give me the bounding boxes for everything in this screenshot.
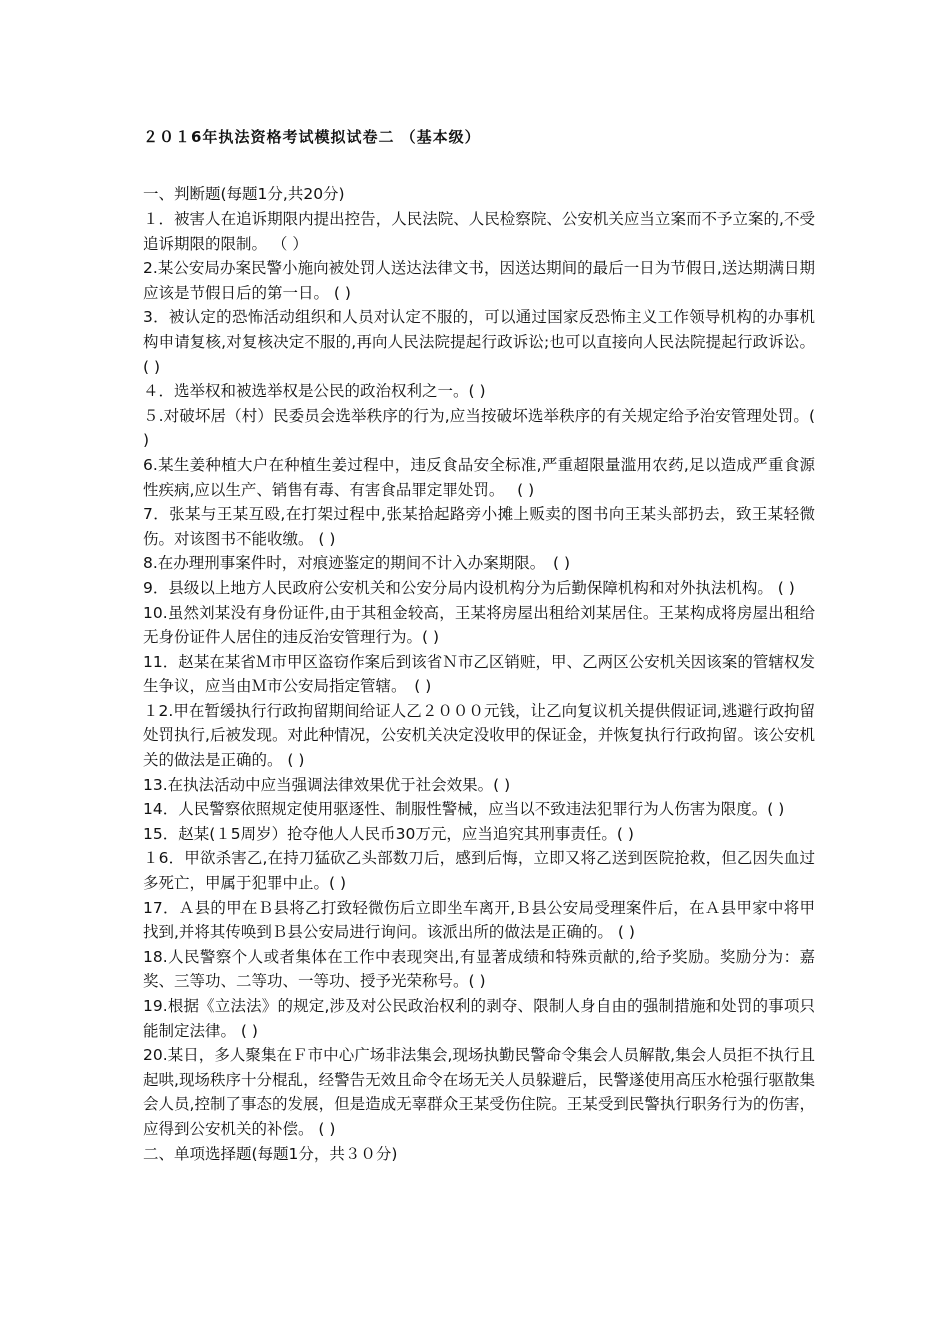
question-13: 13.在执法活动中应当强调法律效果优于社会效果。( ): [143, 775, 511, 794]
question-11: 11．赵某在某省Ｍ市甲区盗窃作案后到该省Ｎ市乙区销赃，甲、乙两区公安机关因该案的管辖权发生争议，应当由Ｍ市公安局指定管辖。 ( ): [143, 652, 815, 696]
document-page: [143, 124, 815, 1167]
question-20: 20.某日，多人聚集在Ｆ市中心广场非法集会,现场执勤民警命令集会人员解散,集会人员拒不执行且起哄,现场秩序十分棍乱，经警告无效且命令在场无关人员躲避后，民警遂使用高压水枪强行驱散集会人员,控制了事态的发展，但是造成无辜群众王某受伤住院。王某受到民警执行职务行为的伤害，应得到公安机关的补偿。 ( ): [143, 1046, 815, 1138]
question-6: 6.某生姜种植大户在种植生姜过程中，违反食品安全标准,严重超限量滥用农药,足以造成严重食源性疾病,应以生产、销售有毒、有害食品罪定罪处罚。 ( ): [143, 455, 815, 499]
document-title: ２０１6年执法资格考试模拟试卷二 （基本级）: [143, 128, 481, 146]
question-1: １．被害人在追诉期限内提出控告，人民法院、人民检察院、公安机关应当立案而不予立案的,不受追诉期限的限制。 （ ）: [143, 210, 815, 253]
question-16: １6．甲欲杀害乙,在持刀猛砍乙头部数刀后，感到后悔，立即又将乙送到医院抢救，但乙因失血过多死亡，甲属于犯罪中止。( ): [143, 849, 815, 893]
question-17: 17．Ａ县的甲在Ｂ县将乙打致轻微伤后立即坐车离开,Ｂ县公安局受理案件后，在Ａ县甲家中将甲找到,并将其传唤到Ｂ县公安局进行询问。该派出所的做法是正确的。 ( ): [143, 898, 815, 942]
question-3: 3．被认定的恐怖活动组织和人员对认定不服的，可以通过国家反恐怖主义工作领导机构的办事机构申请复核,对复核决定不服的,再向人民法院提起行政诉讼;也可以直接向人民法院提起行政诉讼。( ): [143, 308, 815, 376]
section-heading-single-choice: 二、单项选择题(每题1分，共３０分): [143, 1144, 398, 1163]
question-list: [143, 207, 815, 1142]
question-5: ５.对破坏居（村）民委员会选举秩序的行为,应当按破坏选举秩序的有关规定给予治安管理处罚。( ): [143, 406, 815, 450]
question-15: 15．赵某(１5周岁）抢夺他人人民币30万元，应当追究其刑事责任。( ): [143, 824, 634, 843]
question-12: １2.甲在暂缓执行行政拘留期间给证人乙２０００元钱，让乙向复议机关提供假证词,逃避行政拘留处罚执行,后被发现。对此种情况，公安机关决定没收甲的保证金，并恢复执行行政拘留。该公安机关的做法是正确的。 ( ): [143, 701, 815, 770]
question-8: 8.在办理刑事案件时，对痕迹鉴定的期间不计入办案期限。 ( ): [143, 554, 571, 573]
question-4: ４．选举权和被选举权是公民的政治权利之一。( ): [143, 382, 486, 401]
question-18: 18.人民警察个人或者集体在工作中表现突出,有显著成绩和特殊贡献的,给予奖励。奖励分为：嘉奖、三等功、二等功、一等功、授予光荣称号。( ): [143, 947, 815, 991]
question-19: 19.根据《立法法》的规定,涉及对公民政治权利的剥夺、限制人身自由的强制措施和处罚的事项只能制定法律。 ( ): [143, 997, 815, 1040]
question-14: 14．人民警察依照规定使用驱逐性、制服性警械，应当以不致违法犯罪行为人伤害为限度。( ): [143, 800, 785, 819]
question-10: 10.虽然刘某没有身份证件,由于其租金较高，王某将房屋出租给刘某居住。王某构成将房屋出租给无身份证件人居住的违反治安管理行为。( ): [143, 603, 815, 647]
question-9: 9．县级以上地方人民政府公安机关和公安分局内设机构分为后勤保障机构和对外执法机构。 ( ): [143, 578, 795, 597]
question-2: 2.某公安局办案民警小施向被处罚人送达法律文书，因送达期间的最后一日为节假日,送达期满日期应该是节假日后的第一日。 ( ): [143, 259, 815, 302]
section-heading-true-false: 一、判断题(每题1分,共20分): [143, 185, 345, 203]
question-7: 7．张某与王某互殴,在打架过程中,张某拾起路旁小摊上贩卖的图书向王某头部扔去，致王某轻微伤。对该图书不能收缴。 ( ): [143, 505, 815, 548]
